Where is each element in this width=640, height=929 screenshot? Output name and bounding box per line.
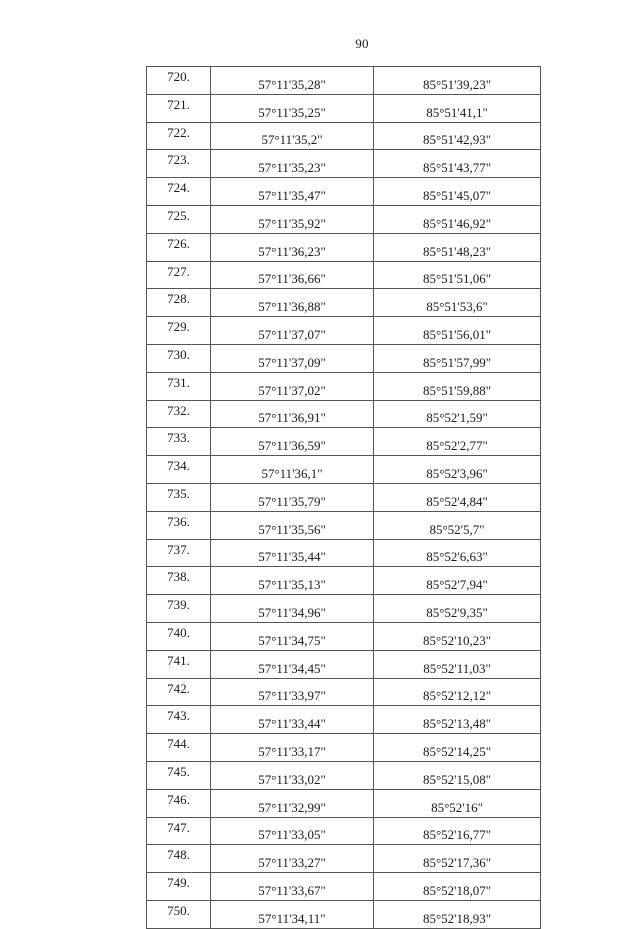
point-number-cell: 750.: [147, 900, 211, 928]
page-number: 90: [355, 36, 369, 51]
table-row: [147, 595, 541, 623]
point-number-cell: 727.: [147, 261, 211, 289]
latitude-cell: 57°11'36,1": [211, 456, 374, 484]
latitude-cell: 57°11'36,59": [211, 428, 374, 456]
table-row: [147, 817, 541, 845]
point-number-cell: 726.: [147, 233, 211, 261]
table-row: [147, 734, 541, 762]
longitude-cell: 85°52'12,12": [374, 678, 541, 706]
table-row: [147, 400, 541, 428]
point-number-cell: 745.: [147, 761, 211, 789]
latitude-cell: 57°11'37,09": [211, 344, 374, 372]
table-row: [147, 428, 541, 456]
point-number-cell: 723.: [147, 150, 211, 178]
longitude-cell: 85°52'11,03": [374, 650, 541, 678]
point-number-cell: 749.: [147, 873, 211, 901]
longitude-cell: 85°51'56,01": [374, 317, 541, 345]
point-number-cell: 734.: [147, 456, 211, 484]
longitude-cell: 85°52'3,96": [374, 456, 541, 484]
point-number-cell: 747.: [147, 817, 211, 845]
latitude-cell: 57°11'36,66": [211, 261, 374, 289]
latitude-cell: 57°11'35,79": [211, 483, 374, 511]
longitude-cell: 85°51'39,23": [374, 67, 541, 95]
table-row: [147, 539, 541, 567]
point-number-cell: 748.: [147, 845, 211, 873]
latitude-cell: 57°11'33,27": [211, 845, 374, 873]
point-number-cell: 720.: [147, 67, 211, 95]
latitude-cell: 57°11'35,44": [211, 539, 374, 567]
point-number-cell: 722.: [147, 122, 211, 150]
latitude-cell: 57°11'35,47": [211, 178, 374, 206]
longitude-cell: 85°51'57,99": [374, 344, 541, 372]
table-row: [147, 122, 541, 150]
point-number-cell: 741.: [147, 650, 211, 678]
point-number-cell: 740.: [147, 622, 211, 650]
latitude-cell: 57°11'34,75": [211, 622, 374, 650]
table-row: [147, 761, 541, 789]
longitude-cell: 85°52'16,77": [374, 817, 541, 845]
latitude-cell: 57°11'33,17": [211, 734, 374, 762]
longitude-cell: 85°51'43,77": [374, 150, 541, 178]
latitude-cell: 57°11'35,2": [211, 122, 374, 150]
latitude-cell: 57°11'34,45": [211, 650, 374, 678]
table-row: [147, 789, 541, 817]
coordinates-table-body: [147, 67, 541, 929]
table-row: [147, 150, 541, 178]
latitude-cell: 57°11'35,56": [211, 511, 374, 539]
longitude-cell: 85°52'18,93": [374, 900, 541, 928]
longitude-cell: 85°52'7,94": [374, 567, 541, 595]
longitude-cell: 85°52'6,63": [374, 539, 541, 567]
point-number-cell: 742.: [147, 678, 211, 706]
table-row: [147, 706, 541, 734]
latitude-cell: 57°11'35,13": [211, 567, 374, 595]
longitude-cell: 85°51'48,23": [374, 233, 541, 261]
latitude-cell: 57°11'33,02": [211, 761, 374, 789]
longitude-cell: 85°52'14,25": [374, 734, 541, 762]
table-row: [147, 178, 541, 206]
table-row: [147, 622, 541, 650]
longitude-cell: 85°51'59,88": [374, 372, 541, 400]
table-row: [147, 94, 541, 122]
table-row: [147, 845, 541, 873]
table-row: [147, 511, 541, 539]
table-row: [147, 456, 541, 484]
latitude-cell: 57°11'33,67": [211, 873, 374, 901]
table-row: [147, 289, 541, 317]
point-number-cell: 736.: [147, 511, 211, 539]
point-number-cell: 744.: [147, 734, 211, 762]
longitude-cell: 85°52'2,77": [374, 428, 541, 456]
point-number-cell: 721.: [147, 94, 211, 122]
latitude-cell: 57°11'35,25": [211, 94, 374, 122]
latitude-cell: 57°11'33,05": [211, 817, 374, 845]
longitude-cell: 85°51'53,6": [374, 289, 541, 317]
point-number-cell: 731.: [147, 372, 211, 400]
point-number-cell: 733.: [147, 428, 211, 456]
latitude-cell: 57°11'33,97": [211, 678, 374, 706]
longitude-cell: 85°52'17,36": [374, 845, 541, 873]
point-number-cell: 725.: [147, 205, 211, 233]
latitude-cell: 57°11'36,23": [211, 233, 374, 261]
latitude-cell: 57°11'36,91": [211, 400, 374, 428]
longitude-cell: 85°52'15,08": [374, 761, 541, 789]
point-number-cell: 732.: [147, 400, 211, 428]
point-number-cell: 746.: [147, 789, 211, 817]
longitude-cell: 85°52'4,84": [374, 483, 541, 511]
point-number-cell: 724.: [147, 178, 211, 206]
latitude-cell: 57°11'37,07": [211, 317, 374, 345]
latitude-cell: 57°11'33,44": [211, 706, 374, 734]
point-number-cell: 735.: [147, 483, 211, 511]
latitude-cell: 57°11'35,92": [211, 205, 374, 233]
longitude-cell: 85°52'5,7": [374, 511, 541, 539]
longitude-cell: 85°52'9,35": [374, 595, 541, 623]
point-number-cell: 728.: [147, 289, 211, 317]
point-number-cell: 743.: [147, 706, 211, 734]
point-number-cell: 739.: [147, 595, 211, 623]
latitude-cell: 57°11'35,23": [211, 150, 374, 178]
latitude-cell: 57°11'36,88": [211, 289, 374, 317]
longitude-cell: 85°51'51,06": [374, 261, 541, 289]
latitude-cell: 57°11'34,96": [211, 595, 374, 623]
latitude-cell: 57°11'35,28": [211, 67, 374, 95]
table-row: [147, 261, 541, 289]
latitude-cell: 57°11'34,11": [211, 900, 374, 928]
coordinates-table: [146, 66, 541, 929]
table-row: [147, 344, 541, 372]
latitude-cell: 57°11'32,99": [211, 789, 374, 817]
table-row: [147, 650, 541, 678]
longitude-cell: 85°51'45,07": [374, 178, 541, 206]
longitude-cell: 85°52'16": [374, 789, 541, 817]
longitude-cell: 85°52'18,07": [374, 873, 541, 901]
point-number-cell: 737.: [147, 539, 211, 567]
longitude-cell: 85°51'46,92": [374, 205, 541, 233]
table-row: [147, 67, 541, 95]
latitude-cell: 57°11'37,02": [211, 372, 374, 400]
table-row: [147, 317, 541, 345]
table-row: [147, 483, 541, 511]
point-number-cell: 729.: [147, 317, 211, 345]
longitude-cell: 85°51'41,1": [374, 94, 541, 122]
table-row: [147, 372, 541, 400]
longitude-cell: 85°52'10,23": [374, 622, 541, 650]
point-number-cell: 738.: [147, 567, 211, 595]
table-row: [147, 567, 541, 595]
longitude-cell: 85°51'42,93": [374, 122, 541, 150]
longitude-cell: 85°52'1,59": [374, 400, 541, 428]
longitude-cell: 85°52'13,48": [374, 706, 541, 734]
table-row: [147, 873, 541, 901]
point-number-cell: 730.: [147, 344, 211, 372]
table-row: [147, 205, 541, 233]
table-row: [147, 233, 541, 261]
table-row: [147, 678, 541, 706]
